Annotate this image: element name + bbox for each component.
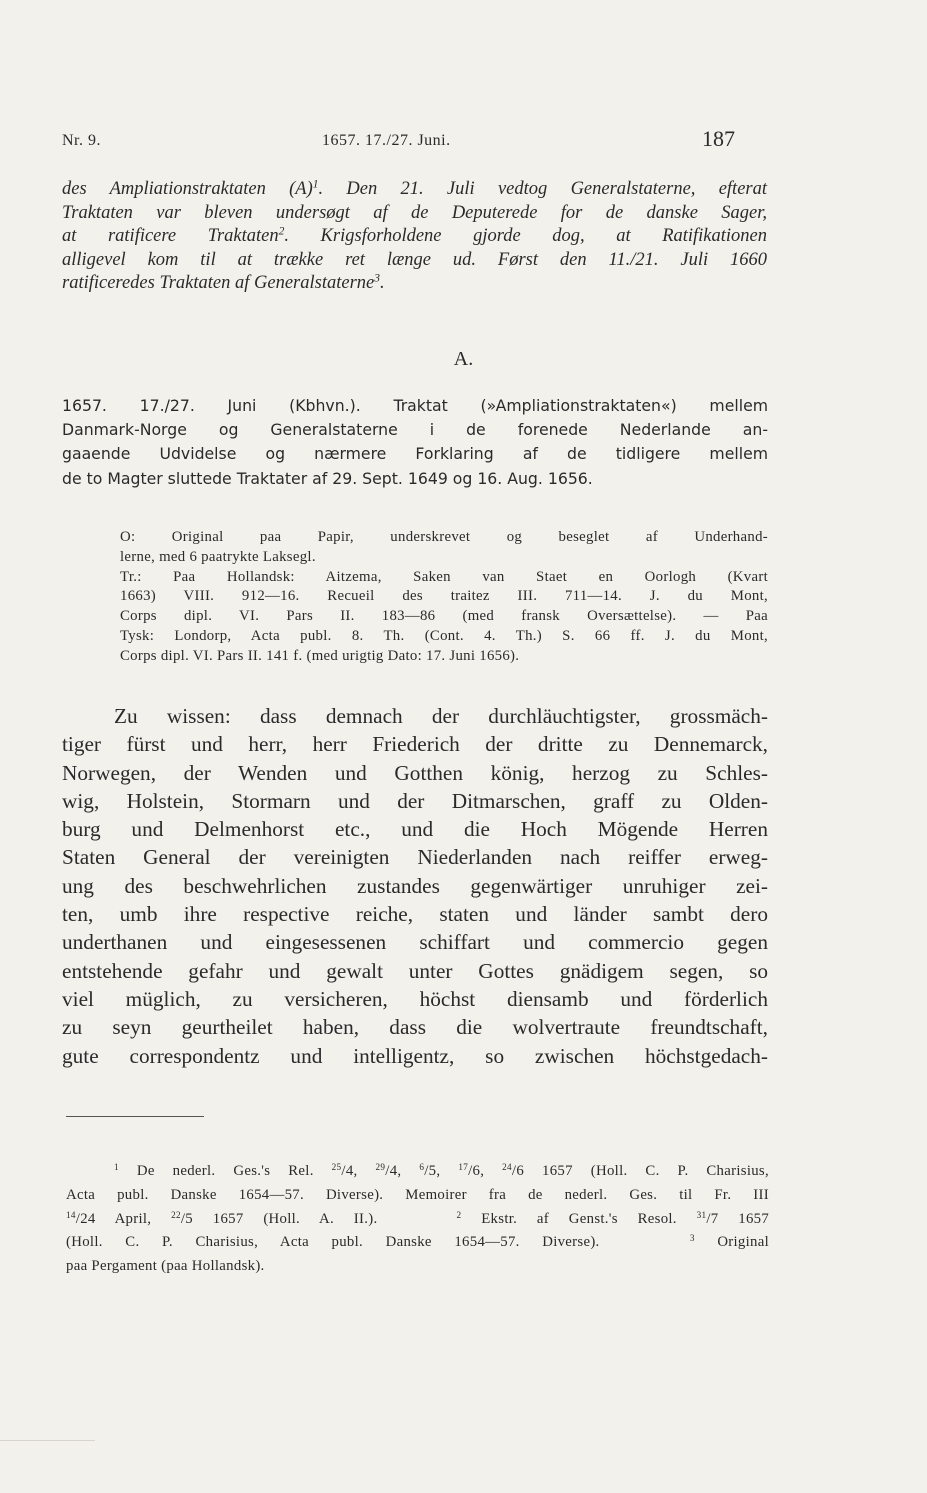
- main-line: tiger fürst und herr, herr Friederich der dritte zu Dennemarck,: [62, 732, 768, 757]
- intro-line: alligevel kom til at trække ret længe ud. Først den 11./21. Juli 1660: [62, 249, 767, 270]
- running-head-date: 1657. 17./27. Juni.: [322, 132, 451, 149]
- footnote-line: $^{14}$/24 April, $^{22}$/5 1657 (Holl. A. II.). $^2$ Ekstr. af Genst.'s Resol. $^{31}$/7 1657: [66, 1209, 770, 1227]
- regest-line: gaaende Udvidelse og nærmere Forklaring af de tidligere mellem: [62, 444, 768, 464]
- intro-line: [62, 272, 767, 296]
- date-den: 4: [345, 1163, 354, 1179]
- footnote-ref: 2: [278, 225, 285, 238]
- intro-text: . Den 21. Juli vedtog Generalstaterne, efterat: [318, 179, 767, 199]
- date-num: 25: [331, 1161, 342, 1172]
- page-number: 187: [702, 126, 735, 151]
- main-line: burg und Delmenhorst etc., und die Hoch Mögende Herren: [62, 817, 768, 842]
- intro-text: at ratificere Traktaten: [62, 226, 279, 247]
- running-head-number: Nr. 9.: [62, 132, 101, 149]
- main-line: Zu wissen: dass demnach der durchläuchtigster, grossmäch-: [114, 704, 768, 728]
- date-den: 6: [516, 1163, 525, 1179]
- footnote-text: April,: [114, 1210, 152, 1227]
- regest-line: Danmark-Norge og Generalstaterne i de forenede Nederlande an-: [62, 420, 768, 440]
- intro-text: . Krigsforholdene gjorde dog, at Ratifikationen: [284, 226, 768, 247]
- main-line: viel müglich, zu versicheren, höchst diensamb und förderlich: [62, 986, 768, 1011]
- date-den: 7: [710, 1210, 719, 1227]
- regest-line: 1657. 17./27. Juni (Kbhvn.). Traktat (»Ampliationstraktaten«) mellem: [62, 396, 768, 415]
- date-den: 4: [389, 1163, 398, 1179]
- source-line: Tysk: Londorp, Acta publ. 8. Th. (Cont. 4. Th.) S. 66 ff. J. du Mont,: [120, 627, 768, 644]
- main-line: zu seyn geurtheilet haben, dass die wolvertraute freundtschaft,: [62, 1015, 768, 1040]
- main-text: [62, 702, 768, 1070]
- main-line: wig, Holstein, Stormarn und der Ditmarschen, graff zu Olden-: [62, 788, 768, 813]
- source-line: O: Original paa Papir, underskrevet og beseglet af Underhand-: [120, 529, 768, 545]
- intro-line: [62, 225, 767, 249]
- main-line: ten, umb ihre respective reiche, staten und länder sambt dero: [62, 902, 768, 927]
- date-num: 14: [66, 1209, 76, 1220]
- main-line: ung des beschwehrlichen zustandes gegenwärtiger unruhiger zei-: [62, 873, 768, 898]
- footnote-line: paa Pergament (paa Hollandsk).: [66, 1258, 265, 1275]
- regest-paragraph: [62, 394, 768, 491]
- source-line: Corps dipl. VI. Pars II. 141 f. (med urigtig Dato: 17. Juni 1656).: [120, 647, 520, 664]
- main-line: Staten General der vereinigten Niederlanden nach reiffer erweg-: [62, 845, 768, 870]
- footnote-rule: [66, 1116, 204, 1117]
- footnote-marker: 3: [689, 1233, 695, 1244]
- footnote-text: 1657: [738, 1210, 770, 1227]
- footnote-text: Original: [717, 1234, 770, 1251]
- main-line: entstehende gefahr und gewalt unter Gottes gnädigem segen, so: [62, 958, 768, 983]
- intro-line: [62, 178, 767, 202]
- intro-text: des Ampliationstraktaten (A): [62, 179, 313, 199]
- source-line: Tr.: Paa Hollandsk: Aitzema, Saken van Staet en Oorlogh (Kvart: [120, 568, 768, 585]
- intro-text: ratificeredes Traktaten af Generalstaterne: [62, 273, 375, 294]
- date-num: 29: [375, 1161, 386, 1172]
- footnote-line: [66, 1231, 769, 1255]
- date-num: 31: [696, 1209, 707, 1220]
- source-line: 1663) VIII. 912—16. Recueil des traitez III. 711—14. J. du Mont,: [120, 588, 768, 605]
- intro-text: .: [379, 273, 385, 294]
- source-line: lerne, med 6 paatrykte Laksegl.: [120, 548, 316, 565]
- date-num: 22: [171, 1209, 181, 1220]
- footnote-line: $^1$ De nederl. Ges.'s Rel. $^{25}$/4, $^{29}$/4, $^6$/5, $^{17}$/6, $^{24}$/6 1657 (Holl. C. P. Charisius,: [114, 1161, 769, 1179]
- footnote-text: 1657 (Holl. A. II.).: [212, 1210, 378, 1227]
- section-heading: A.: [453, 348, 474, 370]
- intro-line: Traktaten var bleven undersøgt af de Deputerede for de danske Sager,: [62, 202, 767, 223]
- source-line: Corps dipl. VI. Pars II. 183—86 (med fransk Oversættelse). — Paa: [120, 608, 768, 625]
- main-line: gute correspondentz und intelligentz, so zwischen höchstgedach-: [62, 1043, 768, 1068]
- date-num: 17: [458, 1161, 469, 1172]
- intro-paragraph: [62, 178, 767, 296]
- footnotes: [66, 1160, 769, 1279]
- date-den: 24: [80, 1210, 96, 1227]
- sources-block: [120, 528, 768, 667]
- date-den: 6: [472, 1163, 481, 1179]
- main-line: Norwegen, der Wenden und Gotthen könig, herzog zu Schles-: [62, 760, 768, 785]
- footnote-text: De nederl. Ges.'s Rel.: [136, 1163, 314, 1179]
- date-num: 24: [502, 1161, 512, 1172]
- footnote-ref: 1: [312, 178, 319, 191]
- footnote-ref: 3: [374, 273, 380, 286]
- footnote-marker: 2: [456, 1209, 462, 1220]
- scan-edge-mark: [0, 1440, 95, 1441]
- footnote-line: Acta publ. Danske 1654—57. Diverse). Memoirer fra de nederl. Ges. til Fr. III: [66, 1186, 769, 1203]
- main-line: underthanen und eingesessenen schiffart und commercio gegen: [62, 930, 768, 955]
- footnote-text: Ekstr. af Genst.'s Resol.: [481, 1210, 677, 1227]
- footnote-text: (Holl. C. P. Charisius, Acta publ. Danske 1654—57. Diverse).: [66, 1234, 600, 1251]
- footnote-text: 1657 (Holl. C. P. Charisius,: [542, 1163, 769, 1179]
- date-den: 5: [428, 1163, 437, 1179]
- date-num: 6: [419, 1161, 425, 1172]
- date-den: 5: [185, 1210, 193, 1227]
- footnote-marker: 1: [114, 1161, 119, 1172]
- regest-line: de to Magter sluttede Traktater af 29. Sept. 1649 og 16. Aug. 1656.: [62, 468, 593, 488]
